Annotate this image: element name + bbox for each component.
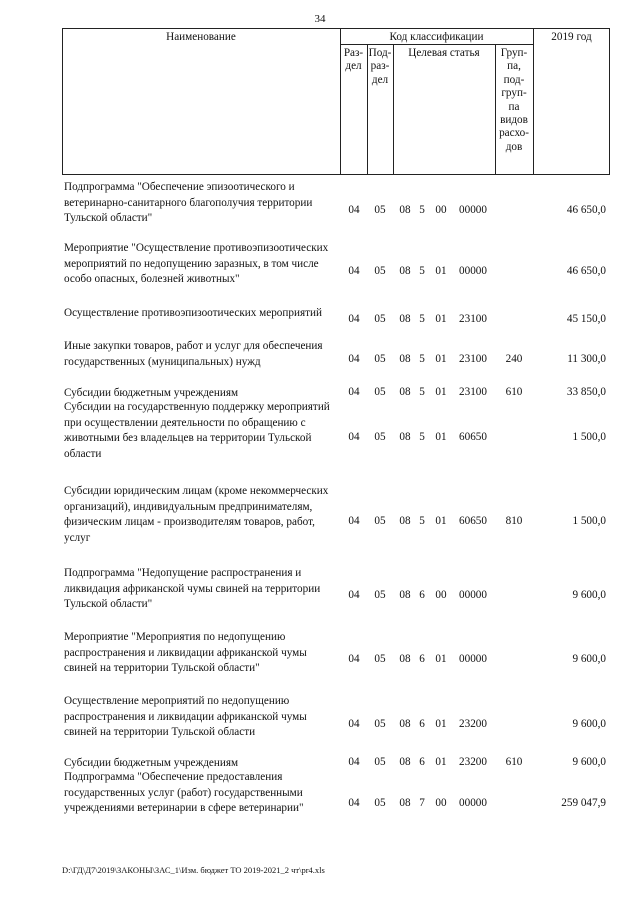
- row-c1: 08: [399, 589, 411, 601]
- row-name: Осуществление мероприятий по недопущению распространения и ликвидации африканской чумы свиней на территории Тульской области: [64, 695, 307, 738]
- row-rz: 04: [348, 386, 360, 398]
- row-c1: 08: [399, 313, 411, 325]
- row-name: Иные закупки товаров, работ и услуг для обеспечения государственных (муниципальных) нужд: [64, 340, 323, 368]
- row-c2: 5: [419, 515, 425, 527]
- row-c3: 01: [435, 386, 447, 398]
- row-c1: 08: [399, 756, 411, 768]
- row-name: Подпрограмма "Обеспечение предоставления государственных услуг (работ) государственными учреждениями ветеринарии в сфере ветеринарии": [64, 771, 304, 814]
- row-c3: 01: [435, 756, 447, 768]
- row-pr: 05: [374, 353, 386, 365]
- row-c3: 00: [435, 589, 447, 601]
- row-rz: 04: [348, 431, 360, 443]
- row-amount: 9 600,0: [572, 653, 606, 665]
- row-rz: 04: [348, 756, 360, 768]
- row-c3: 01: [435, 718, 447, 730]
- row-c4: 00000: [459, 204, 487, 216]
- row-amount: 9 600,0: [572, 756, 606, 768]
- row-vr: 240: [505, 353, 523, 365]
- row-rz: 04: [348, 204, 360, 216]
- row-c2: 5: [419, 431, 425, 443]
- row-c1: 08: [399, 265, 411, 277]
- row-c4: 00000: [459, 797, 487, 809]
- row-c1: 08: [399, 204, 411, 216]
- row-name: Мероприятие "Мероприятия по недопущению распространения и ликвидации африканской чумы свиней на территории Тульской области": [64, 631, 307, 674]
- row-c2: 5: [419, 204, 425, 216]
- row-pr: 05: [374, 756, 386, 768]
- row-c4: 00000: [459, 265, 487, 277]
- row-amount: 11 300,0: [567, 353, 606, 365]
- row-name: Субсидии на государственную поддержку мероприятий при осуществлении деятельности по обращению с животными без владельцев на территории Тульской области: [64, 401, 330, 460]
- row-c2: 5: [419, 313, 425, 325]
- row-c2: 5: [419, 386, 425, 398]
- row-c2: 6: [419, 756, 425, 768]
- row-c4: 23200: [459, 718, 487, 730]
- row-c3: 01: [435, 515, 447, 527]
- row-name: Подпрограмма "Обеспечение эпизоотического и ветеринарно-санитарного благополучия территории Тульской области": [64, 181, 313, 224]
- row-c2: 6: [419, 589, 425, 601]
- row-rz: 04: [348, 265, 360, 277]
- row-c4: 60650: [459, 431, 487, 443]
- header-razdel: Раз- дел: [343, 47, 364, 73]
- row-c1: 08: [399, 386, 411, 398]
- row-amount: 1 500,0: [572, 431, 606, 443]
- header-group: Груп- па, под- груп- па видов расхо- дов: [499, 47, 529, 153]
- row-c4: 23100: [459, 313, 487, 325]
- row-pr: 05: [374, 589, 386, 601]
- row-c3: 01: [435, 353, 447, 365]
- row-c3: 01: [435, 313, 447, 325]
- row-c2: 5: [419, 353, 425, 365]
- row-pr: 05: [374, 313, 386, 325]
- row-amount: 259 047,9: [561, 797, 606, 809]
- row-amount: 46 650,0: [566, 265, 606, 277]
- row-c3: 01: [435, 265, 447, 277]
- row-c2: 7: [419, 797, 425, 809]
- row-pr: 05: [374, 386, 386, 398]
- row-c3: 01: [435, 431, 447, 443]
- row-pr: 05: [374, 431, 386, 443]
- row-name: Подпрограмма "Недопущение распространения и ликвидация африканской чумы свиней на территории Тульской области": [64, 567, 321, 610]
- row-name: Субсидии юридическим лицам (кроме некоммерческих организаций), индивидуальным предпринимателям, физическим лицам - производителям товаров, работ, услуг: [64, 485, 329, 544]
- row-rz: 04: [348, 515, 360, 527]
- row-pr: 05: [374, 265, 386, 277]
- row-amount: 46 650,0: [566, 204, 606, 216]
- row-c4: 23200: [459, 756, 487, 768]
- row-c1: 08: [399, 718, 411, 730]
- header-target: Целевая статья: [408, 47, 480, 59]
- row-c3: 01: [435, 653, 447, 665]
- row-pr: 05: [374, 718, 386, 730]
- page-number: 34: [314, 13, 326, 25]
- row-c2: 6: [419, 653, 425, 665]
- row-c4: 23100: [459, 386, 487, 398]
- row-vr: 610: [505, 386, 523, 398]
- row-rz: 04: [348, 797, 360, 809]
- row-c1: 08: [399, 653, 411, 665]
- row-rz: 04: [348, 718, 360, 730]
- row-amount: 9 600,0: [572, 589, 606, 601]
- row-c4: 23100: [459, 353, 487, 365]
- row-pr: 05: [374, 653, 386, 665]
- row-c2: 6: [419, 718, 425, 730]
- row-name: Осуществление противоэпизоотических мероприятий: [64, 307, 322, 319]
- row-c1: 08: [399, 431, 411, 443]
- header-name: Наименование: [166, 31, 236, 43]
- header-classification: Код классификации: [389, 31, 484, 43]
- row-c1: 08: [399, 797, 411, 809]
- row-amount: 45 150,0: [566, 313, 606, 325]
- row-amount: 1 500,0: [572, 515, 606, 527]
- row-c4: 00000: [459, 589, 487, 601]
- header-year: 2019 год: [551, 31, 592, 43]
- row-pr: 05: [374, 204, 386, 216]
- row-c1: 08: [399, 353, 411, 365]
- file-path-footer: D:\ГД\Д7\2019\ЗАКОНЫ\ЗАС_1\Изм. бюджет ТО 2019-2021_2 чт\pr4.xls: [62, 865, 325, 875]
- row-c3: 00: [435, 204, 447, 216]
- row-rz: 04: [348, 589, 360, 601]
- row-rz: 04: [348, 313, 360, 325]
- row-pr: 05: [374, 515, 386, 527]
- row-vr: 810: [505, 515, 523, 527]
- row-pr: 05: [374, 797, 386, 809]
- row-name: Субсидии бюджетным учреждениям: [64, 387, 239, 399]
- row-name: Субсидии бюджетным учреждениям: [64, 757, 239, 769]
- row-c1: 08: [399, 515, 411, 527]
- header-podrazdel: Под- раз- дел: [368, 47, 392, 86]
- row-vr: 610: [505, 756, 523, 768]
- row-rz: 04: [348, 353, 360, 365]
- row-c2: 5: [419, 265, 425, 277]
- row-rz: 04: [348, 653, 360, 665]
- row-c4: 60650: [459, 515, 487, 527]
- row-c3: 00: [435, 797, 447, 809]
- row-amount: 9 600,0: [572, 718, 606, 730]
- row-c4: 00000: [459, 653, 487, 665]
- row-amount: 33 850,0: [566, 386, 606, 398]
- row-name: Мероприятие "Осуществление противоэпизоотических мероприятий по недопущению заразных, в том числе особо опасных, болезней животных": [64, 242, 329, 285]
